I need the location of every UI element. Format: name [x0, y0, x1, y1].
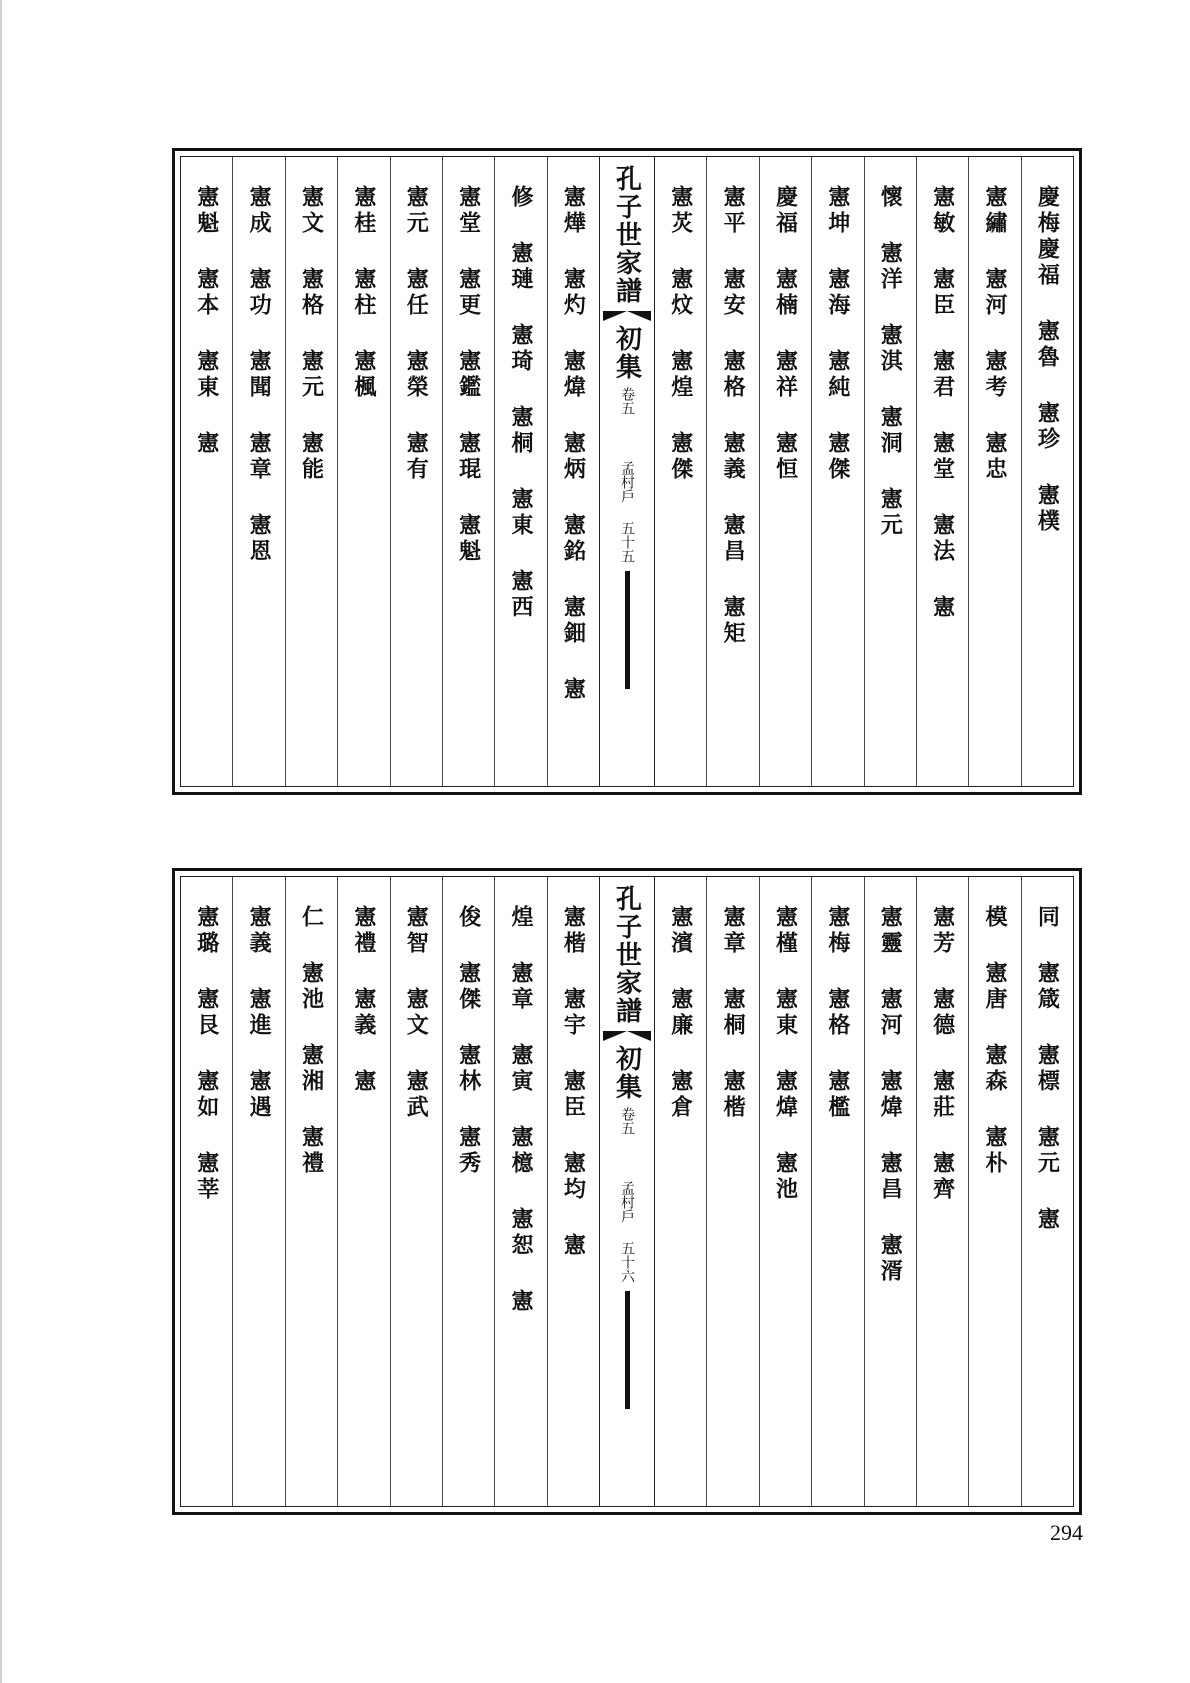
- column-text: 慶梅慶福 憲魯 憲珍 憲樸: [1034, 185, 1061, 535]
- column-text: 憲桂 憲柱 憲楓: [350, 185, 377, 401]
- column-text: 憲芳 憲德 憲莊 憲齊: [929, 905, 956, 1203]
- page-number: 294: [1050, 1520, 1083, 1545]
- genealogy-column: [1021, 877, 1073, 1506]
- column-text: 憲堂 憲更 憲鑑 憲琨 憲魁: [455, 185, 482, 565]
- column-text: 同 憲箴 憲標 憲元 憲: [1034, 905, 1061, 1233]
- left-half: [181, 157, 599, 786]
- column-text: 修 憲璉 憲琦 憲桐 憲東 憲西: [507, 185, 534, 621]
- column-text: 俊 憲傑 憲林 憲秀: [455, 905, 482, 1177]
- genealogy-column: [390, 877, 442, 1506]
- volume-label: 卷五: [619, 387, 635, 415]
- column-text: 憲坤 憲海 憲純 憲傑: [824, 185, 851, 483]
- column-text: 憲元 憲任 憲榮 憲有: [403, 185, 430, 483]
- genealogy-column: [547, 157, 599, 786]
- genealogy-sheet-bottom: [172, 868, 1082, 1515]
- genealogy-column: [655, 877, 706, 1506]
- collection-label: 初集: [611, 1045, 642, 1101]
- column-text: 憲燁 憲灼 憲煒 憲炳 憲銘 憲鈿 憲: [560, 185, 587, 703]
- column-text: 懷 憲洋 憲淇 憲洞 憲元: [877, 185, 904, 539]
- genealogy-column: [1021, 157, 1073, 786]
- book-title: 孔子世家譜: [611, 885, 642, 1025]
- genealogy-sheet-top: [172, 148, 1082, 795]
- genealogy-column: [337, 157, 389, 786]
- genealogy-column: [232, 877, 284, 1506]
- column-text: 慶福 憲楠 憲祥 憲恒: [772, 185, 799, 483]
- fishtail-mark: [603, 311, 651, 321]
- household-label: 孟村戶: [619, 1181, 635, 1223]
- collection-label: 初集: [611, 325, 642, 381]
- genealogy-column: [811, 877, 863, 1506]
- column-text: 憲槿 憲東 憲煒 憲池: [772, 905, 799, 1203]
- genealogy-column: [759, 877, 811, 1506]
- sheet-frame: [180, 876, 1074, 1507]
- leaf-number: 五十五: [619, 521, 635, 563]
- column-text: 憲敏 憲臣 憲君 憲堂 憲法 憲: [929, 185, 956, 621]
- genealogy-column: [285, 157, 337, 786]
- left-half: [181, 877, 599, 1506]
- column-text: 憲靈 憲河 憲煒 憲昌 憲湑: [877, 905, 904, 1285]
- column-text: 憲繡 憲河 憲考 憲忠: [981, 185, 1008, 483]
- genealogy-column: [181, 877, 232, 1506]
- genealogy-column: [494, 157, 546, 786]
- genealogy-column: [390, 157, 442, 786]
- scan-edge: [0, 0, 2, 1683]
- genealogy-column: [442, 877, 494, 1506]
- column-text: 憲楷 憲宇 憲臣 憲均 憲: [560, 905, 587, 1259]
- column-text: 憲梅 憲格 憲檻: [824, 905, 851, 1121]
- book-title: 孔子世家譜: [611, 165, 642, 305]
- column-text: 憲魁 憲本 憲東 憲: [193, 185, 220, 457]
- genealogy-column: [916, 877, 968, 1506]
- right-half: [655, 877, 1073, 1506]
- genealogy-column: [706, 877, 758, 1506]
- genealogy-column: [916, 157, 968, 786]
- column-text: 憲璐 憲艮 憲如 憲莘: [193, 905, 220, 1203]
- household-label: 孟村戶: [619, 461, 635, 503]
- column-text: 憲文 憲格 憲元 憲能: [298, 185, 325, 483]
- column-text: 憲章 憲桐 憲楷: [720, 905, 747, 1121]
- margin-bar: [625, 1291, 630, 1409]
- column-text: 憲義 憲進 憲遇: [246, 905, 273, 1121]
- genealogy-column: [864, 877, 916, 1506]
- fishtail-mark: [603, 1031, 651, 1041]
- column-text: 憲炗 憲炆 憲煌 憲傑: [667, 185, 694, 483]
- center-margin: [599, 157, 655, 786]
- genealogy-column: [811, 157, 863, 786]
- genealogy-column: [285, 877, 337, 1506]
- column-text: 憲禮 憲義 憲: [350, 905, 377, 1095]
- column-text: 憲平 憲安 憲格 憲義 憲昌 憲矩: [720, 185, 747, 647]
- genealogy-column: [968, 157, 1020, 786]
- genealogy-column: [494, 877, 546, 1506]
- genealogy-column: [968, 877, 1020, 1506]
- leaf-number: 五十六: [619, 1241, 635, 1283]
- column-text: 模 憲唐 憲森 憲朴: [981, 905, 1008, 1177]
- genealogy-column: [442, 157, 494, 786]
- genealogy-column: [232, 157, 284, 786]
- column-text: 憲成 憲功 憲聞 憲章 憲恩: [246, 185, 273, 565]
- genealogy-column: [655, 157, 706, 786]
- genealogy-column: [759, 157, 811, 786]
- column-text: 憲濱 憲廉 憲倉: [667, 905, 694, 1121]
- margin-bar: [625, 571, 630, 689]
- volume-label: 卷五: [619, 1107, 635, 1135]
- center-margin: [599, 877, 655, 1506]
- genealogy-column: [547, 877, 599, 1506]
- genealogy-column: [706, 157, 758, 786]
- genealogy-column: [337, 877, 389, 1506]
- genealogy-column: [181, 157, 232, 786]
- column-text: 仁 憲池 憲湘 憲禮: [298, 905, 325, 1177]
- right-half: [655, 157, 1073, 786]
- column-text: 煌 憲章 憲寅 憲檍 憲恕 憲: [507, 905, 534, 1315]
- column-text: 憲智 憲文 憲武: [403, 905, 430, 1121]
- sheet-frame: [180, 156, 1074, 787]
- genealogy-column: [864, 157, 916, 786]
